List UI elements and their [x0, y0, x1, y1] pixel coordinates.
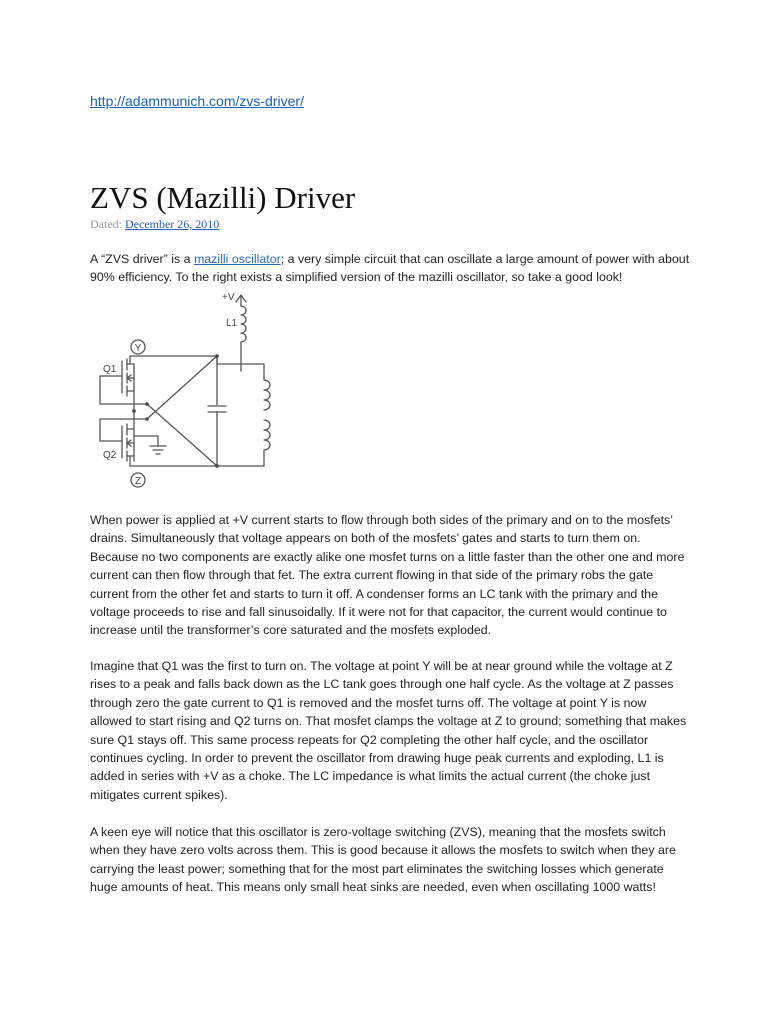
article-title: ZVS (Mazilli) Driver	[90, 180, 356, 215]
ground-symbol	[134, 436, 166, 454]
intro-paragraph	[90, 250, 690, 287]
date-link[interactable]: December 26, 2010	[125, 217, 220, 231]
primary-coil-lower	[264, 420, 270, 450]
body-paragraph-2: Imagine that Q1 was the first to turn on. The voltage at point Y will be at near ground while the voltage at Z rises to a peak and falls back down as the LC tank goes through one half cycle. As the voltage at Z passes through zero the gate current to Q1 is removed and the mosfet turns off. The voltage at point Y is now allowed to start rising and Q2 turns on. That mosfet clamps the voltage at Z to ground; something that makes sure Q1 stays off. This same process repeats for Q2 completing the other half cycle, and the oscillator continues cycling. In order to prevent the oscillator from drawing huge peak currents and exploding, L1 is added in series with +V as a choke. The LC impedance is what limits the actual current (the choke just mitigates current spikes).	[90, 659, 687, 802]
zvs-circuit-diagram	[92, 286, 282, 491]
intro-text-before: A “ZVS driver” is a	[90, 252, 194, 266]
primary-coil-upper	[264, 380, 270, 410]
l1-inductor	[241, 306, 246, 342]
q2-label: Q2	[103, 450, 117, 461]
body-paragraph-3: A keen eye will notice that this oscillator is zero-voltage switching (ZVS), meaning that the mosfets switch when they have zero volts across them. This is good because it allows the mosfets to switch when they are carrying the least power; something that for the most part eliminates the switching losses which generate huge amounts of heat. This means only small heat sinks are needed, even when oscillating 1000 watts!	[90, 825, 676, 895]
dated-line	[90, 217, 219, 232]
l1-label: L1	[226, 318, 238, 329]
supply-label: +V	[222, 292, 235, 303]
source-url-link[interactable]: http://adammunich.com/zvs-driver/	[90, 93, 304, 109]
cross-wire-2	[147, 404, 217, 466]
dated-label: Dated:	[90, 217, 122, 231]
body-paragraph-1: When power is applied at +V current starts to flow through both sides of the primary and on to the mosfets’ drains. Simultaneously that voltage appears on both of the mosfets’ gates and starts to turn them on. Because no two components are exactly alike one mosfet turns on a little faster than the other one and more current can then flow through that fet. The extra current flowing in that side of the primary robs the gate current from the other fet and starts to turn it off. A condenser forms an LC tank with the primary and the voltage proceeds to rise and fall sinusoidally. If it were not for that capacitor, the current would continue to increase until the transformer’s core saturated and the mosfets exploded.	[90, 513, 685, 638]
point-z-label: Z	[134, 476, 142, 487]
q1-label: Q1	[103, 364, 117, 375]
mazilli-oscillator-link[interactable]: mazilli oscillator	[193, 252, 281, 266]
intro-text-after: ; a very simple circuit that can oscillate a large amount of power with about 90% efficiency. To the right exists a simplified version of the mazilli oscillator, so take a good look!	[90, 252, 690, 285]
point-y-label: Y	[134, 343, 142, 354]
